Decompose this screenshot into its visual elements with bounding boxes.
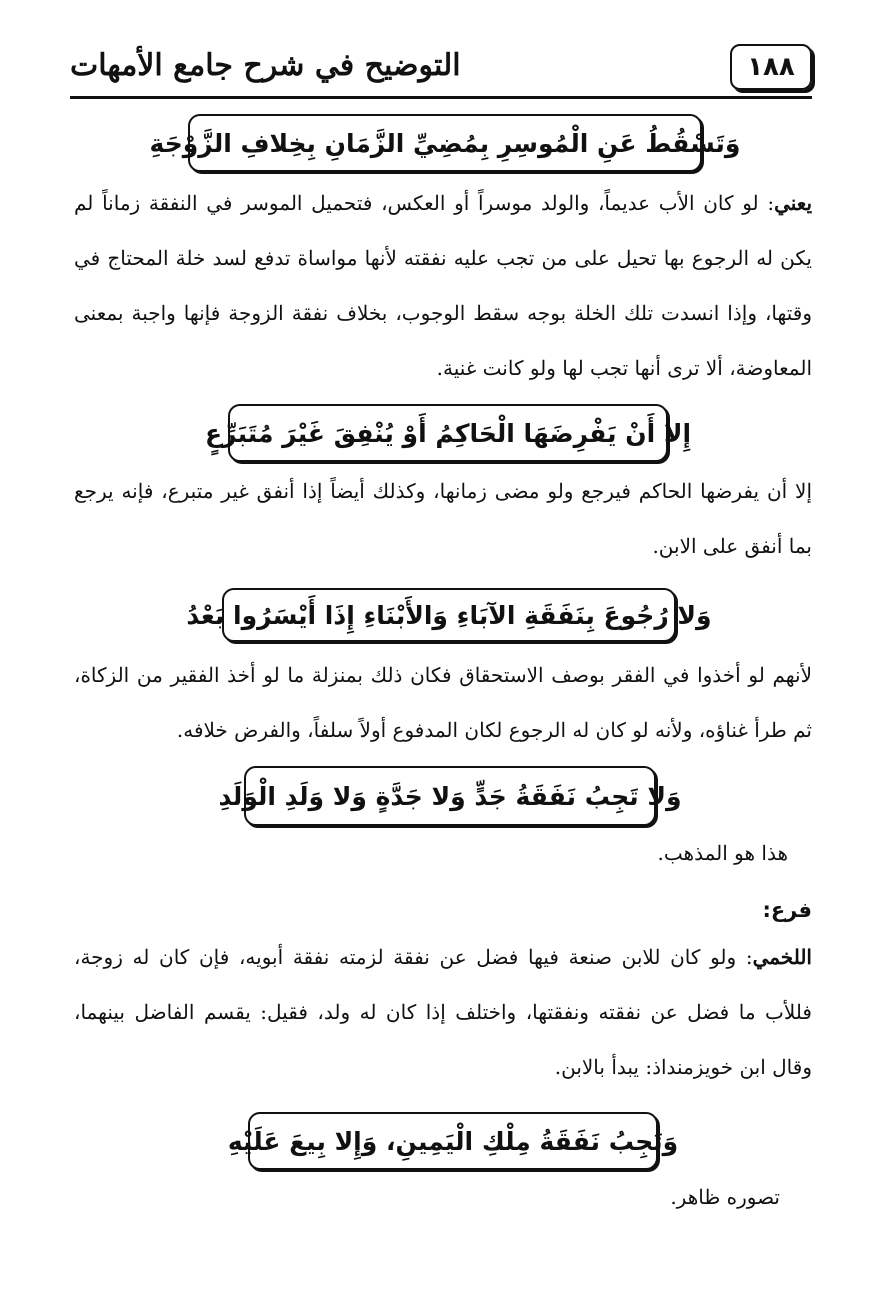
page-number: ١٨٨ bbox=[730, 44, 812, 90]
commentary-paragraph-3: لأنهم لو أخذوا في الفقر بوصف الاستحقاق فكان ذلك بمنزلة ما لو أخذ الفقير من الزكاة، ثم طرأ غناؤه، ولأنه لو كان له الرجوع لكان المدفوع أولاً سلفاً، والفرض خلافه. bbox=[74, 663, 812, 742]
commentary-paragraph-1 bbox=[74, 176, 812, 396]
paragraph-text: : ولو كان للابن صنعة فيها فضل عن نفقة لزمته نفقة أبويه، فإن كان له زوجة، فللأب ما فضل عن نفقته ونفقتها، واختلف إذا كان له ولد، فقيل: يقسم الفاضل بينهما، وقال ابن خويزمنداذ: يبدأ بالابن. bbox=[74, 945, 812, 1079]
matn-box-4: وَلا تَجِبُ نَفَقَةُ جَدٍّ وَلا جَدَّةٍ وَلا وَلَدِ الْوَلَدِ bbox=[244, 766, 656, 826]
paragraph-text: : لو كان الأب عديماً، والولد موسراً أو العكس، فتحميل الموسر في النفقة زماناً لم يكن له الرجوع بها تحيل على من تجب عليه نفقته لأنها مواساة تدفع لسد خلة المحتاج في وقتها، وإذا انسدت تلك الخلة بوجه سقط الوجوب، بخلاف نفقة الزوجة فإنها واجبة بمعنى المعاوضة، ألا ترى أنها تجب لها ولو كانت غنية. bbox=[74, 191, 812, 380]
header-rule bbox=[70, 96, 812, 99]
commentary-paragraph-5 bbox=[74, 930, 812, 1095]
commentary-paragraph-2: إلا أن يفرضها الحاكم فيرجع ولو مضى زمانها، وكذلك أيضاً إذا أنفق غير متبرع، فإنه يرجع بما أنفق على الابن. bbox=[74, 479, 812, 558]
matn-box-1: وَتَسْقُطُ عَنِ الْمُوسِرِ بِمُضِيِّ الزَّمَانِ بِخِلافِ الزَّوْجَةِ bbox=[188, 114, 702, 172]
paragraph-lead-word: يعني bbox=[774, 191, 813, 215]
paragraph-lead-word: اللخمي bbox=[752, 945, 812, 969]
commentary-paragraph-6: تصوره ظاهر. bbox=[670, 1185, 780, 1209]
commentary-paragraph-4: هذا هو المذهب. bbox=[657, 841, 788, 865]
matn-box-5: وَتَجِبُ نَفَقَةُ مِلْكِ الْيَمِينِ، وَإِلا بِيعَ عَلَيْهِ bbox=[248, 1112, 658, 1170]
book-title: التوضيح في شرح جامع الأمهات bbox=[70, 48, 461, 83]
matn-box-2: إِلا أَنْ يَفْرِضَهَا الْحَاكِمُ أَوْ يُنْفِقَ غَيْرَ مُتَبَرِّعٍ bbox=[228, 404, 668, 462]
matn-box-3: وَلا رُجُوعَ بِنَفَقَةِ الآبَاءِ وَالأَبْنَاءِ إِذَا أَيْسَرُوا بَعْدُ bbox=[222, 588, 676, 642]
page-header bbox=[70, 44, 812, 94]
far-heading: فرع: bbox=[762, 898, 812, 922]
